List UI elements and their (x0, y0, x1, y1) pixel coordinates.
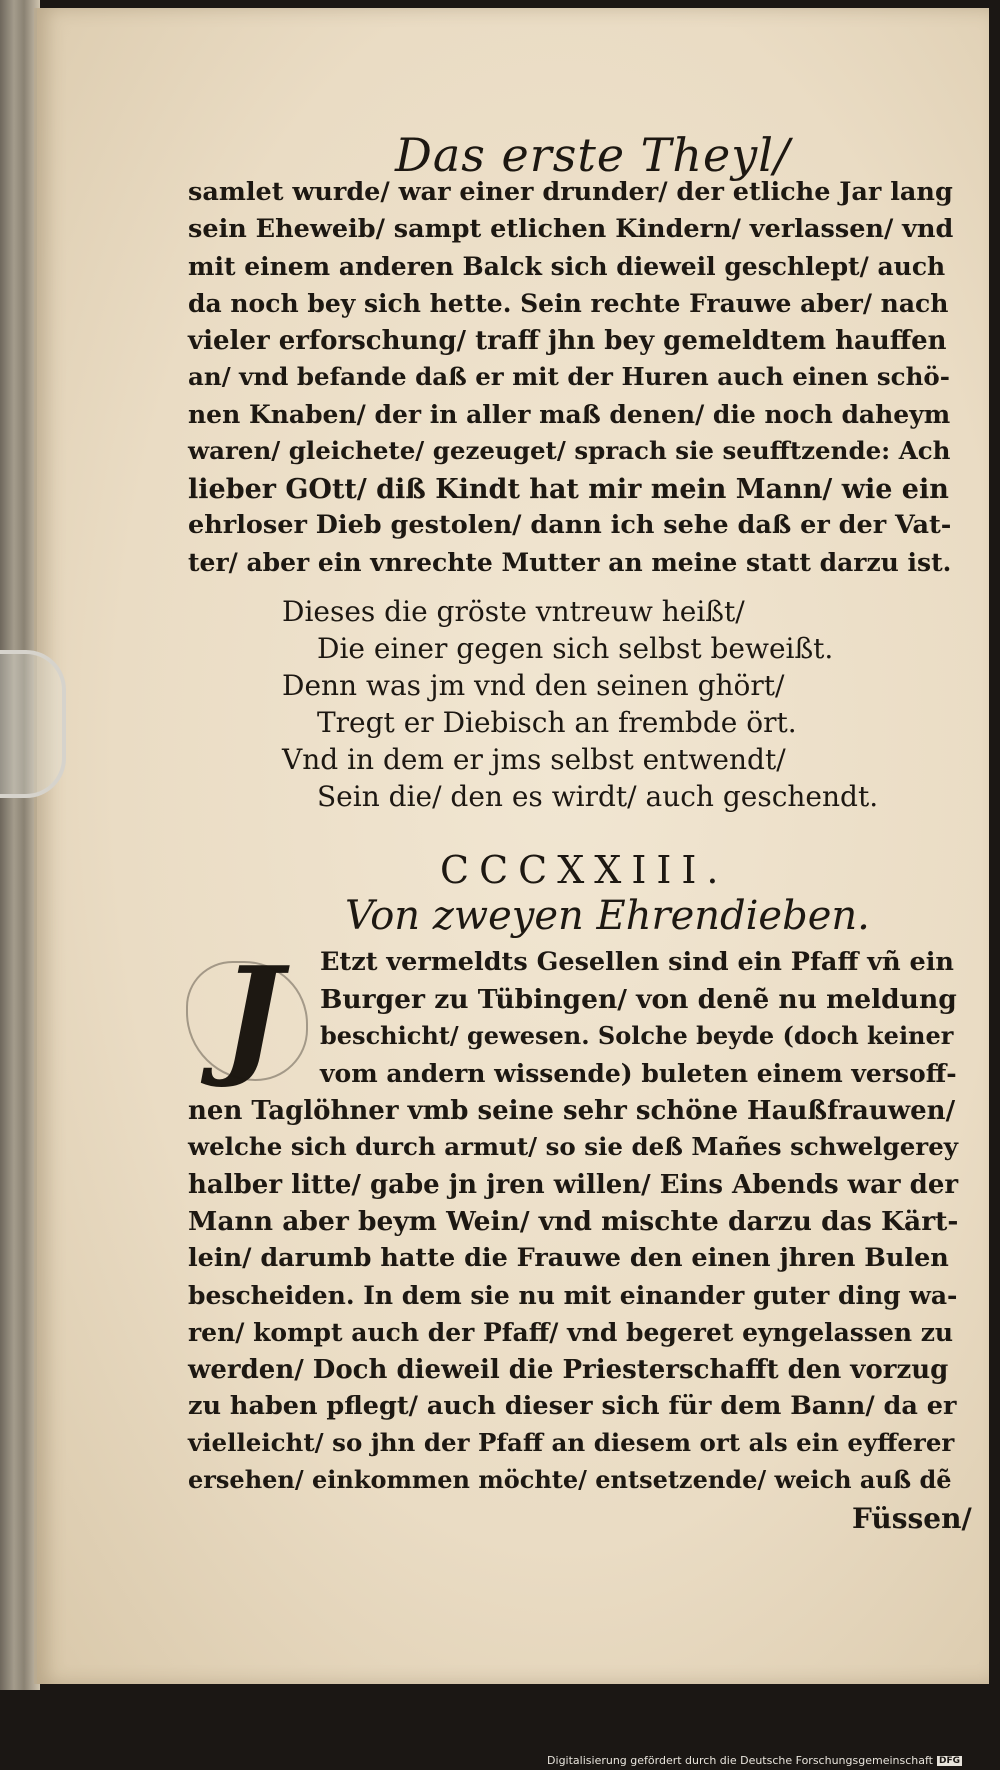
prose-line: vielleicht/ so jhn der Pfaff an diesem ort als ein eyfferer (188, 1428, 955, 1457)
verse-line: Die einer gegen sich selbst beweißt. (317, 632, 834, 665)
prose-line: mit einem anderen Balck sich dieweil geschlept/ auch (188, 252, 946, 281)
prose-line: nen Knaben/ der in aller maß denen/ die noch daheym (188, 400, 951, 429)
prose-line: Etzt vermeldts Gesellen sind ein Pfaff vñ ein (320, 947, 954, 977)
dfg-logo-icon: DFG (938, 1755, 960, 1766)
prose-line: vieler erforschung/ traff jhn bey gemeldtem hauffen (188, 326, 947, 356)
chapter-title: Von zweyen Ehrendieben. (345, 893, 870, 939)
prose-line: bescheiden. In dem sie nu mit einander guter ding wa- (188, 1281, 958, 1310)
prose-line: waren/ gleichete/ gezeuget/ sprach sie seufftzende: Ach (188, 436, 951, 465)
prose-line: zu haben pflegt/ auch dieser sich für dem Bann/ da er (188, 1391, 957, 1421)
prose-line: an/ vnd befande daß er mit der Huren auch einen schö- (188, 362, 950, 391)
prose-line: werden/ Doch dieweil die Priesterschafft den vorzug (188, 1355, 949, 1385)
verse-line: Denn was jm vnd den seinen ghört/ (282, 669, 785, 702)
digitization-credit (547, 1754, 962, 1767)
prose-line: Mann aber beym Wein/ vnd mischte darzu das Kärt- (188, 1206, 959, 1237)
prose-line: ersehen/ einkommen möchte/ entsetzende/ weich auß dẽ (188, 1465, 952, 1494)
prose-line: ehrloser Dieb gestolen/ dann ich sehe daß er der Vat- (188, 510, 952, 540)
verse-line: Tregt er Diebisch an frembde ört. (317, 706, 797, 739)
prose-line: lein/ darumb hatte die Frauwe den einen jhren Bulen (188, 1243, 949, 1273)
prose-line: ter/ aber ein vnrechte Mutter an meine statt darzu ist. (188, 548, 952, 577)
prose-line: ren/ kompt auch der Pfaff/ vnd begeret eyngelassen zu (188, 1318, 954, 1347)
running-title: Das erste Theyl/ (395, 128, 791, 182)
verse-line: Dieses die gröste vntreuw heißt/ (282, 595, 745, 628)
page-clip (0, 650, 66, 798)
prose-line: beschicht/ gewesen. Solche beyde (doch keiner (320, 1021, 954, 1050)
chapter-number: CCCXXIII. (440, 848, 729, 892)
verse-line: Sein die/ den es wirdt/ auch geschendt. (317, 780, 879, 813)
prose-line: sein Eheweib/ sampt etlichen Kindern/ verlassen/ vnd (188, 214, 954, 244)
verse-line: Vnd in dem er jms selbst entwendt/ (282, 743, 786, 776)
prose-line: vom andern wissende) buleten einem versoff- (320, 1059, 957, 1088)
credit-text: Digitalisierung gefördert durch die Deutsche Forschungsgemeinschaft (547, 1754, 933, 1767)
prose-line: nen Taglöhner vmb seine sehr schöne Haußfrauwen/ (188, 1096, 956, 1126)
prose-line: halber litte/ gabe jn jren willen/ Eins Abends war der (188, 1170, 959, 1200)
prose-line: Burger zu Tübingen/ von denẽ nu meldung (320, 984, 957, 1015)
prose-line: da noch bey sich hette. Sein rechte Frauwe aber/ nach (188, 289, 949, 318)
decorated-initial: J (192, 955, 312, 1080)
prose-line: samlet wurde/ war einer drunder/ der etliche Jar lang (188, 177, 953, 207)
catchword: Füssen/ (852, 1502, 972, 1535)
prose-line: welche sich durch armut/ so sie deß Mañes schwelgerey (188, 1132, 959, 1161)
prose-line: lieber GOtt/ diß Kindt hat mir mein Mann/ wie ein (188, 474, 949, 505)
